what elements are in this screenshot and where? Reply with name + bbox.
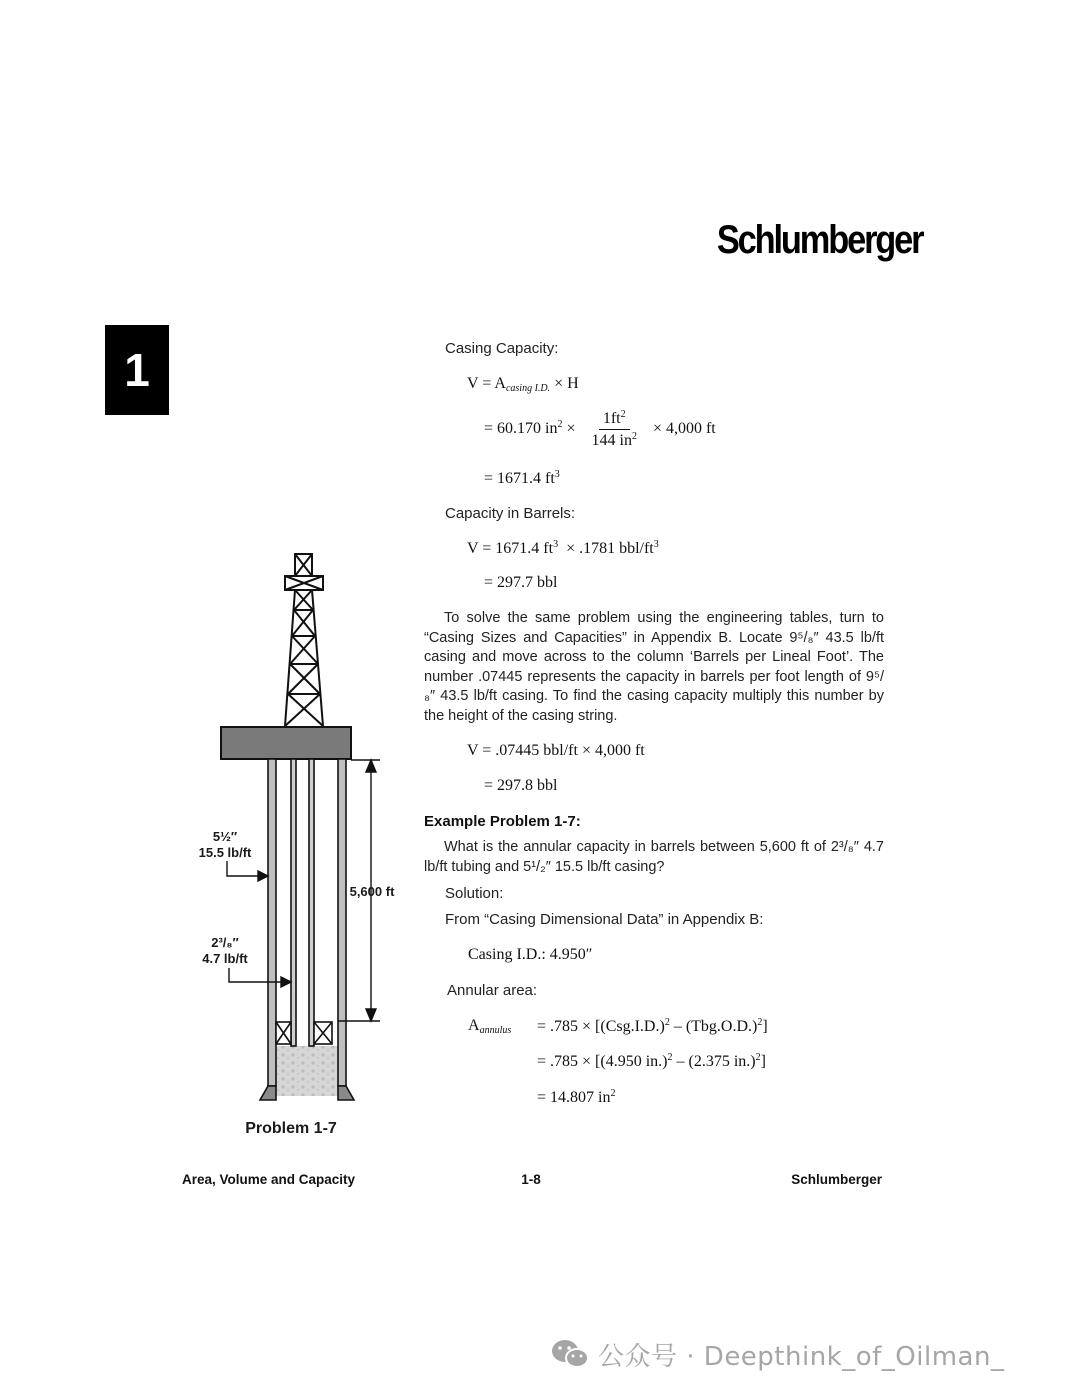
equation-annulus-formula-rhs: = $.785 \times [(Csg.I.D.)^2 - (Tbg.O.D.)^2]$ — [537, 1017, 768, 1035]
example-question: What is the annular capacity in barrels between 5,600 ft of 2³/₈″ 4.7 lb/ft tubing and 5¹/₂″ 15.5 lb/ft casing? — [424, 839, 884, 875]
cement-fill — [276, 1046, 338, 1096]
casing-id-value: Casing I.D.: 4.950″ — [468, 946, 593, 963]
watermark: 公众号 · Deepthink_of_Oilman_ — [550, 1336, 1050, 1372]
equation-barrels-result: = 297.7 bbl — [484, 574, 558, 591]
figure-caption: Problem 1-7 — [245, 1120, 337, 1137]
fraction: $\frac{1ft^2}{144 in^2}$ — [591, 409, 637, 449]
wechat-icon — [550, 1337, 590, 1371]
depth-label: 5,600 ft — [349, 884, 395, 899]
footer-page-number: 1-8 — [521, 1172, 541, 1187]
wellbore-diagram — [190, 548, 420, 1108]
example-heading: Example Problem 1-7: — [424, 813, 581, 830]
source-label: From “Casing Dimensional Data” in Appendix B: — [445, 911, 764, 928]
solution-label: Solution: — [445, 885, 504, 902]
equation-table-result: = 297.8 bbl — [484, 777, 558, 794]
equation-volume-result: = 1671.4 $ft^3$ — [484, 469, 560, 487]
footer-section-title: Area, Volume and Capacity — [182, 1172, 356, 1187]
tubing-size-label: 2³/₈″ 4.7 lb/ft — [202, 935, 248, 966]
leader-arrows — [227, 861, 291, 987]
derrick-icon — [285, 554, 323, 726]
rig-floor — [221, 727, 351, 759]
casing-capacity-label: Casing Capacity: — [445, 340, 559, 357]
packer — [276, 1022, 332, 1044]
chapter-tab: 1 — [105, 325, 169, 415]
paragraph-engineering-tables: To solve the same problem using the engineering tables, turn to “Casing Sizes and Capacities” in Appendix B. Locate 9⁵/₈″ 43.5 lb/ft casing and move across to the column ‘Barrels per Lineal Foot’. The number .07445 represents the capacity in barrels per foot length of 9⁵/₈″ 43.5 lb/ft casing. To find the casing capacity multiply this number by the height of the casing string. — [424, 610, 884, 724]
equation-area-conversion: = 60.170 $in^2$ × $\frac{1ft^2}{144 in^2}$ × 4,000 ft — [484, 409, 716, 449]
equation-barrels: V = 1671.4 $ft^3 \times .1781$ bbl/$ft^3$ — [467, 539, 659, 557]
equation-annulus-formula: $A_{annulus}$ — [468, 1017, 512, 1036]
equation-annulus-values: = .785 × [(4.950 in.)$^2$ – (2.375 in.)$^2$] — [537, 1052, 766, 1070]
equation-volume: $V = A_{casing I.D.} \times H$ — [467, 375, 579, 394]
equation-table-method: V = .07445 bbl/ft × 4,000 ft — [467, 742, 645, 759]
company-logo: Schlumberger — [716, 218, 923, 262]
casing-size-label: 5½″ 15.5 lb/ft — [198, 829, 252, 860]
tubing-walls — [291, 759, 314, 1046]
equation-annulus-result: = 14.807 $in^2$ — [537, 1088, 616, 1106]
annular-area-label: Annular area: — [447, 982, 538, 999]
footer-company: Schlumberger — [791, 1172, 882, 1187]
barrels-label: Capacity in Barrels: — [445, 505, 576, 522]
